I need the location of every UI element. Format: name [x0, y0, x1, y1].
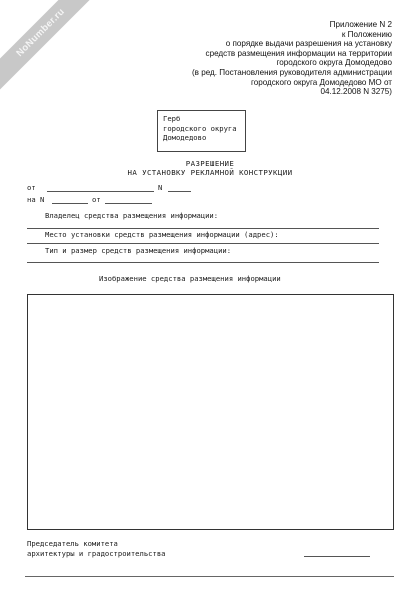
date-blank[interactable]	[47, 191, 154, 192]
type-size-label: Тип и размер средств размещения информации:	[45, 246, 232, 255]
number-blank[interactable]	[168, 191, 191, 192]
appendix-line: 04.12.2008 N 3275)	[320, 87, 392, 97]
from2-blank[interactable]	[105, 203, 152, 204]
appendix-line: (в ред. Постановления руководителя администрации	[191, 67, 392, 77]
on-number-blank[interactable]	[52, 203, 88, 204]
image-caption: Изображение средства размещения информации	[99, 274, 281, 283]
from2-label: от	[92, 195, 101, 204]
number-label: N	[158, 183, 163, 192]
type-size-line[interactable]	[27, 262, 379, 263]
footer-rule	[25, 576, 394, 577]
image-placeholder-frame[interactable]	[27, 294, 394, 530]
document-title: РАЗРЕШЕНИЕ	[185, 159, 235, 168]
appendix-line: городского округа Домодедово	[276, 58, 392, 68]
watermark-banner: NoNumber.ru	[0, 0, 102, 94]
on-number-label: на N	[27, 195, 45, 204]
coat-of-arms-box: Герб городского округа Домодедово	[157, 110, 246, 152]
document-subtitle: НА УСТАНОВКУ РЕКЛАМНОЙ КОНСТРУКЦИИ	[127, 168, 293, 177]
owner-line[interactable]	[27, 228, 379, 229]
from-label: от	[27, 183, 36, 192]
signature-title-line2: архитектуры и градостроительства	[27, 549, 166, 558]
appendix-header	[142, 20, 392, 97]
owner-label: Владелец средства размещения информации:	[45, 211, 219, 220]
signature-blank[interactable]	[304, 556, 370, 557]
location-line[interactable]	[27, 243, 379, 244]
appendix-line: городского округа Домодедово МО от	[250, 77, 392, 87]
appendix-line: Приложение N 2	[329, 20, 392, 29]
appendix-line: к Положению	[341, 29, 392, 39]
appendix-line: о порядке выдачи разрешения на установку	[225, 39, 392, 49]
appendix-line: средств размещения информации на территории	[205, 48, 392, 58]
signature-title-line1: Председатель комитета	[27, 539, 118, 548]
location-label: Место установки средств размещения информации (адрес):	[45, 230, 279, 239]
